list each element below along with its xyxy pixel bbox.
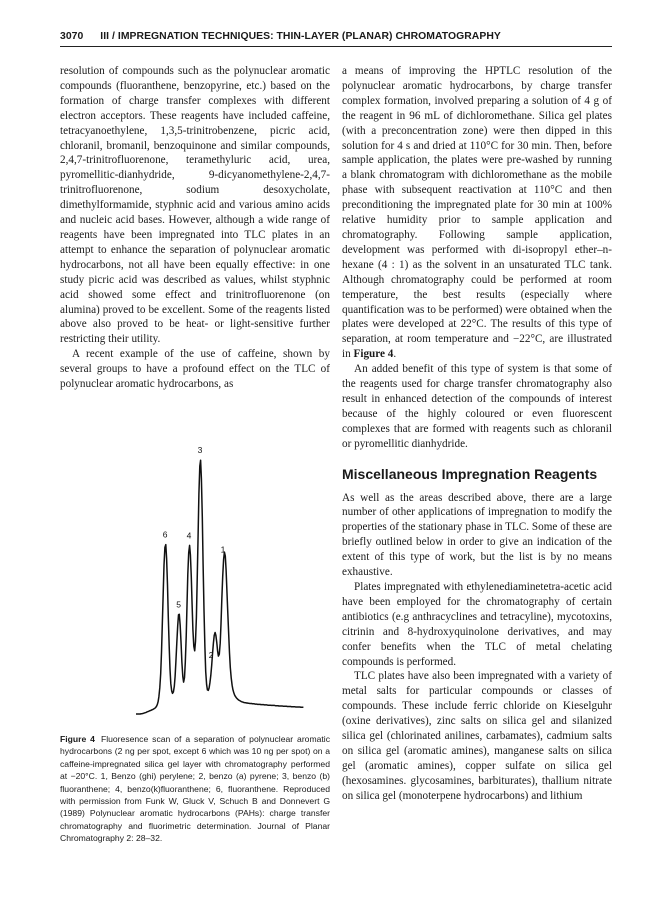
plot-area (136, 460, 303, 714)
peak-label-4: 4 (186, 530, 192, 541)
right-paragraph-2: An added benefit of this type of system is that some of the reagents used for charge transfer chromatography also result in enhanced detection of the compounds of interest because of the highly coloured or even fluorescent complexes that are formed with reagents such as chloranil or pyromellitic dianhydride. (342, 363, 612, 450)
peak-labels (163, 445, 226, 660)
figure-caption-text: Fluoresence scan of a separation of polynuclear aromatic hydrocarbons (2 ng per spot, except 6 which was 10 ng per spot) on a caffeine-impregnated silica gel layer with chromatography performed at −20°C. 1, Benzo (ghi) perylene; 2, benzo (a) pyrene; 3, benzo (b) fluoranthene; 4, benzo(k)fluoranthene; 6, fluoranthene. Reproduced with permission from Funk W, Gluck V, Schuch B and Donnevert G (1989) Polynuclear aromatic hydrocarbons (PAHs): charge transfer chromatography and fluorimetric determination. Journal of Planar Chromatography 2: 28–32. (60, 734, 330, 844)
running-title: III / IMPREGNATION TECHNIQUES: THIN-LAYER (PLANAR) CHROMATOGRAPHY (100, 31, 501, 42)
right-column (342, 64, 612, 804)
right-paragraph-4: Plates impregnated with ethylenediaminetetra-acetic acid have been employed for the chromatography of certain antibiotics (e.g anthracyclines and tetracyline), mycotoxins, citrinin and 8-hydroxyquinolone derivatives, and may confer benefits when the TLC of metal chelating compounds is performed. (342, 581, 612, 668)
peak-label-5: 5 (176, 599, 182, 610)
left-paragraph-1: resolution of compounds such as the polynuclear aromatic compounds (fluoranthene, benzopyrine, etc.) based on the formation of charge transfer complexes with different electron acceptors. These reagents have included caffeine, tetracyanoethylene, 1,3,5-trinitrobenzene, picric acid, chloranil, bromanil, benzoquinone and similar compounds, 2,4,7-trinitrofluorenone, teramethyluric acid, urea, pyromellitic-dianhydride, 9-dicyanomethylene-2,4,7-trinitrofluorenone, sodium desoxycholate, dimethylformamide, styphnic acid and various amino acids and nucleic acid bases. However, although a wide range of reagents have been impregnated into TLC plates in an attempt to enhance the separation of polynuclear aromatic hydrocarbons, not all have been equally effective: in one study picric acid was described as values, whilst styphnic acid showed some effect and trinitrofluorenone (on alumina) proved to be excellent. Some of the reagents listed above also proved to be heat- or light-sensitive further restricting their utility. (60, 65, 330, 346)
scan-trace (136, 460, 303, 714)
left-column (60, 64, 330, 392)
page-number: 3070 (60, 31, 84, 42)
peak-label-3: 3 (197, 445, 203, 456)
right-paragraph-1-end: . (393, 348, 397, 361)
peak-label-1: 1 (220, 544, 226, 555)
section-heading: Miscellaneous Impregnation Reagents (342, 465, 598, 482)
figure-4-reference[interactable]: Figure 4 (353, 348, 394, 361)
figure-label: Figure 4 (60, 734, 95, 744)
left-paragraph-2: A recent example of the use of caffeine, shown by several groups to have a profound effect on the TLC of polynuclear aromatic hydrocarbons, as (60, 348, 330, 391)
right-paragraph-1 (342, 64, 612, 362)
figure-4-chromatogram (60, 418, 330, 723)
peak-label-6: 6 (162, 529, 168, 540)
right-paragraph-1-text: a means of improving the HPTLC resolution of the polynuclear aromatic hydrocarbons, by charge transfer complex formation, involved preparing a solution of 4 g of the reagent in 96 mL of dichloromethane. Silica gel plates (with a preconcentration zone) were then dipped in this solution for 4 s and dried at 110°C for 30 min. Then, before sample application, the plates were pre-washed by running a blank chromatogram with dichloromethane as the mobile phase with subsequent reactivation at 110°C and then preconditioning the impregnated plate for 30 min at 100% relative humidity prior to sample application and chromatography. Following sample application, development was performed with di-isopropyl ether–n-hexane (4 : 1) as the solvent in an unsaturated TLC tank. Although chromatography could be performed at room temperature, the best results (especially where quantification was to be performed) were obtained when the plates were developed at 22°C. The results of this type of separation, at room temperature and −22°C, are illustrated in (342, 65, 612, 361)
peak-label-2: 2 (208, 650, 214, 661)
figure-caption (60, 733, 330, 845)
running-header (60, 31, 612, 42)
right-paragraph-5: TLC plates have also been impregnated with a variety of metal salts for particular compounds or classes of compounds. These include ferric chloride on Kieselguhr (oxine derivatives), zinc salts on silica gel and silanized silica gel (chlorinated anilines, carbamates), cadmium salts on silica gel (aromatic amines), manganese salts on silica gel (aromatic amines), copper sulfate on silica gel (hexosamines. glycosamines, barbiturates), thallium nitrate on silica gel (monoterpene hydrocarbons) and lithium (342, 670, 612, 802)
right-paragraph-3: As well as the areas described above, there are a large number of other applications of impregnation to modify the properties of the stationary phase in TLC. Some of these are briefly outlined below in order to give an indication of the extent of this type of work, but the list is by no means exhaustive. (342, 491, 612, 579)
header-rule (60, 46, 612, 47)
